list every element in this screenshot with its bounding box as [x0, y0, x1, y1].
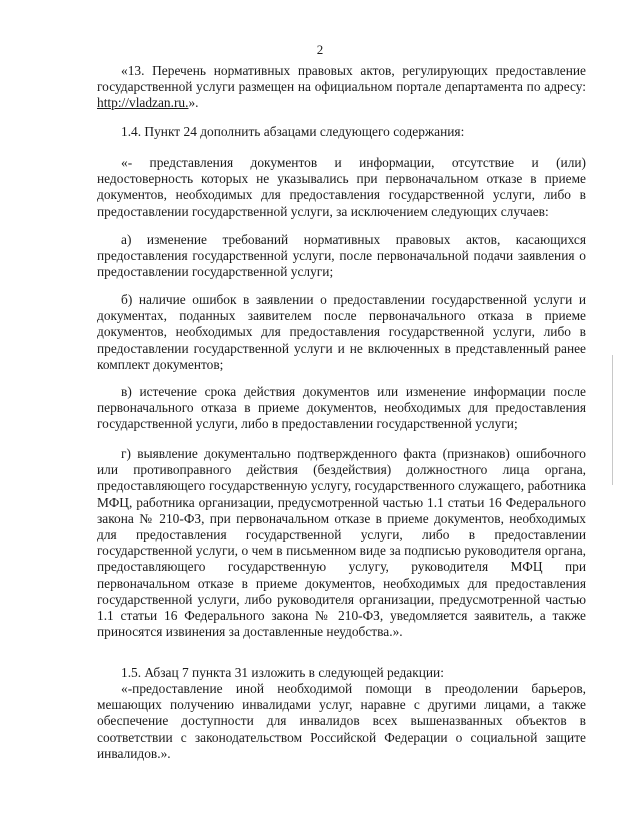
scan-artifact-line: [612, 355, 613, 485]
portal-link[interactable]: http://vladzan.ru.: [97, 95, 189, 111]
paragraph-v: в) истечение срока действия документов или изменение информации после первоначального отказа в приеме документов, необходимых для предоставления государственной услуги, либо в предоставлении государственной услуги;: [97, 384, 586, 432]
paragraph-b: б) наличие ошибок в заявлении о предоставлении государственной услуги и документах, поданных заявителем после первоначального отказа в приеме документов, необходимых для предоставления государственной услуги, либо в предоставлении государственной услуги и не включенных в представленный ранее комплект документов;: [97, 292, 586, 372]
paragraph-13: [97, 63, 586, 112]
paragraph-g: г) выявление документально подтвержденного факта (признаков) ошибочного или противоправного действия (бездействия) должностного лица органа, предоставляющего государственную услугу, государственного служащего, работника МФЦ, работника организации, предусмотренной частью 1.1 статьи 16 Федерального закона № 210-ФЗ, при первоначальном отказе в приеме документов, необходимых для предоставления государственной услуги, либо в предоставлении государственной услуги, о чем в письменном виде за подписью руководителя органа, предоставляющего государственную услугу, руководителя МФЦ при первоначальном отказе в приеме документов, необходимых для предоставления государственной услуги, либо руководителя организации, предусмотренной частью 1.1 статьи 16 Федерального закона № 210-ФЗ, уведомляется заявитель, а также приносятся извинения за доставленные неудобства.».: [97, 446, 586, 640]
paragraph-13-text: «13. Перечень нормативных правовых актов, регулирующих предоставление государственной услуги размещен на официальном портале департамента по адресу:: [97, 63, 586, 95]
paragraph-a: а) изменение требований нормативных правовых актов, касающихся предоставления государственной услуги, после первоначальной подачи заявления о предоставлении государственной услуги;: [97, 232, 586, 280]
paragraph-1-5-body: «-предоставление иной необходимой помощи в преодолении барьеров, мешающих получению инвалидами услуг, наравне с другими лицами, а также обеспечение доступности для инвалидов всех вышеназванных объектов в соответствии с законодательством Российской Федерации о социальной защите инвалидов.».: [97, 681, 586, 761]
paragraph-intro: «- представления документов и информации, отсутствие и (или) недостоверность которых не указывались при первоначальном отказе в приеме документов, необходимых для предоставления государственной услуги, либо в предоставлении государственной услуги, за исключением следующих случаев:: [97, 155, 586, 219]
page-number: 2: [316, 42, 324, 57]
paragraph-1-5: 1.5. Абзац 7 пункта 31 изложить в следующей редакции:: [121, 665, 444, 680]
paragraph-13-tail: ».: [188, 95, 199, 111]
paragraph-1-4: 1.4. Пункт 24 дополнить абзацами следующего содержания:: [121, 124, 465, 139]
